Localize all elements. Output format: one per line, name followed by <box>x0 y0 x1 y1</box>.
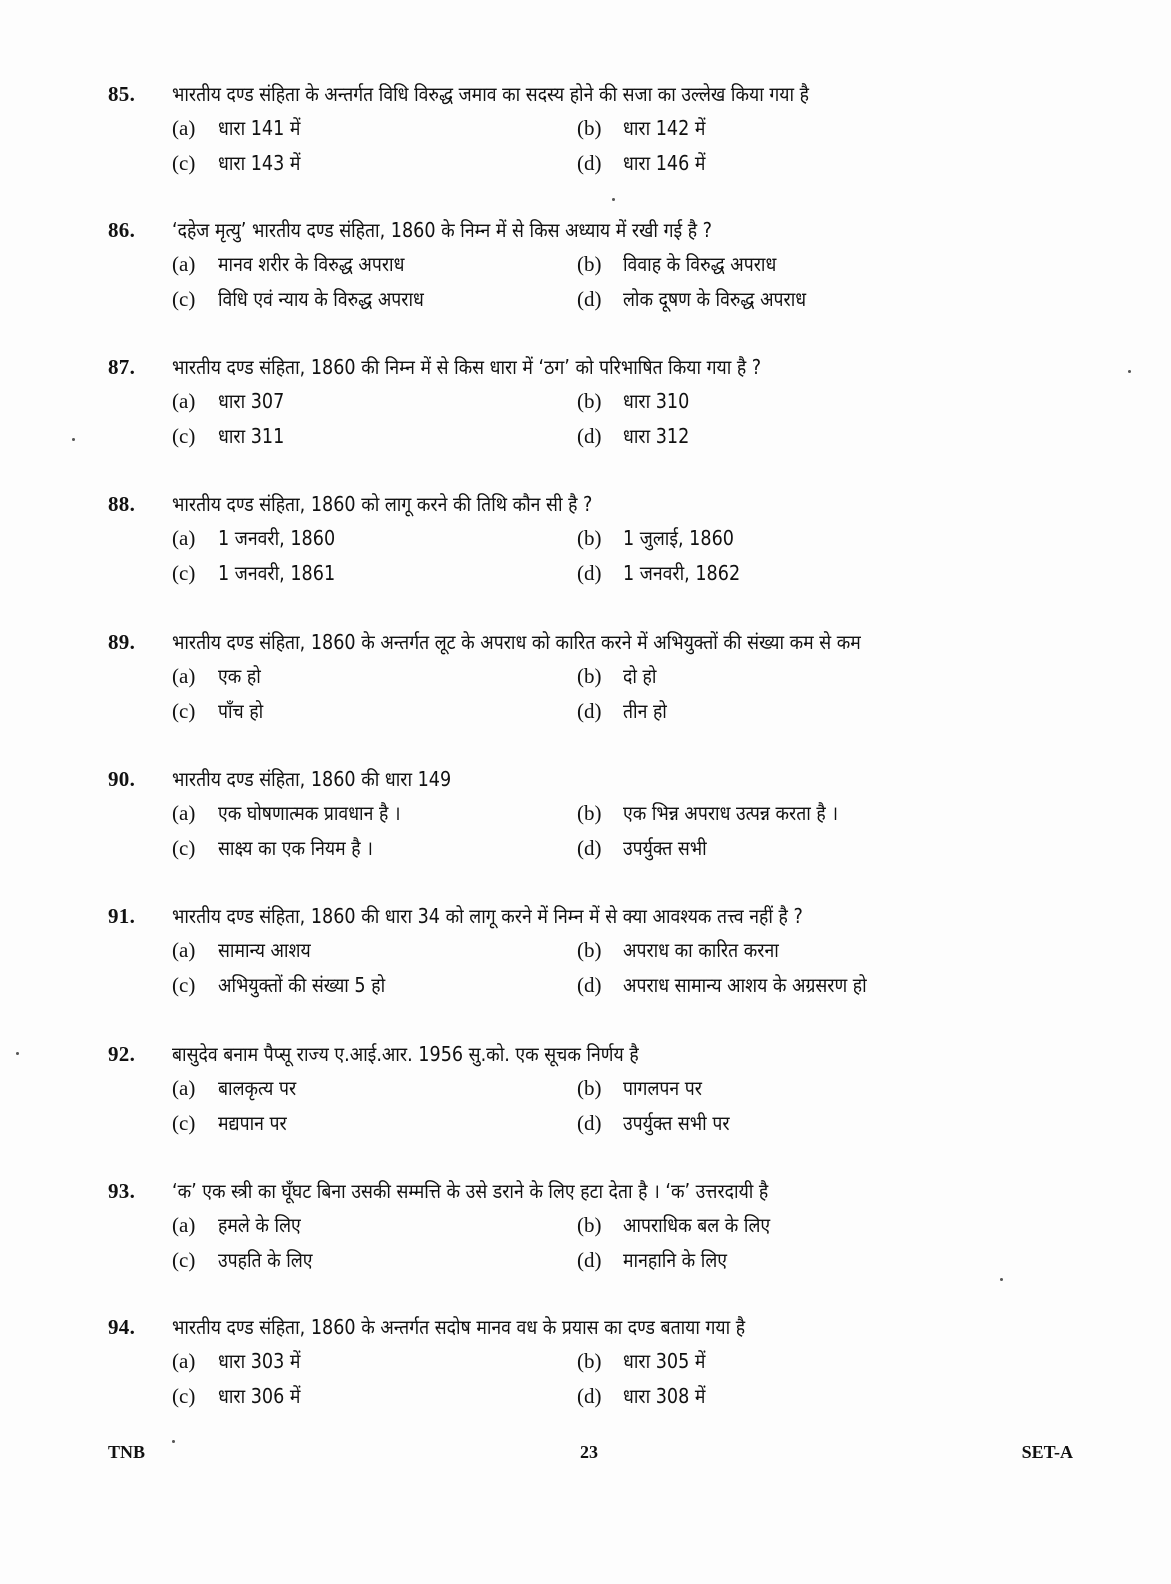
option-a <box>172 1347 577 1374</box>
option-text: 1 जनवरी, 1860 <box>218 526 336 550</box>
option-label: (c) <box>172 1384 196 1408</box>
option-d <box>577 559 982 586</box>
scan-speck <box>172 1440 175 1443</box>
option-a <box>172 1074 577 1101</box>
option-a <box>172 524 577 551</box>
option-label: (d) <box>577 287 602 311</box>
option-d <box>577 834 982 861</box>
question-number: 88. <box>108 492 136 516</box>
option-b <box>577 936 982 963</box>
option-d <box>577 422 982 449</box>
option-text: धारा 303 में <box>218 1349 301 1373</box>
option-a <box>172 387 577 414</box>
option-label: (b) <box>577 1076 602 1100</box>
question-number: 94. <box>108 1315 136 1339</box>
option-b <box>577 1074 982 1101</box>
option-text: दो हो <box>623 664 657 688</box>
option-text: धारा 308 में <box>623 1384 706 1408</box>
set-label: SET-A <box>1021 1442 1073 1462</box>
option-text: हमले के लिए <box>218 1213 301 1237</box>
option-text: उपहति के लिए <box>218 1248 313 1272</box>
option-label: (b) <box>577 801 602 825</box>
option-c <box>172 971 577 998</box>
option-text: एक घोषणात्मक प्रावधान है । <box>218 801 401 825</box>
option-c <box>172 149 577 176</box>
option-a <box>172 799 577 826</box>
option-label: (c) <box>172 836 196 860</box>
option-text: बालकृत्य पर <box>218 1076 297 1100</box>
option-text: विवाह के विरुद्ध अपराध <box>623 252 777 276</box>
option-text: विधि एवं न्याय के विरुद्ध अपराध <box>218 287 424 311</box>
question-text: भारतीय दण्ड संहिता, 1860 की धारा 34 को लागू करने में निम्न में से क्या आवश्यक तत्त्व नहीं है ? <box>172 904 803 928</box>
option-text: धारा 312 <box>623 424 690 448</box>
question-number: 92. <box>108 1042 136 1066</box>
question-text: ‘दहेज मृत्यु’ भारतीय दण्ड संहिता, 1860 के निम्न में से किस अध्याय में रखी गई है ? <box>172 218 713 242</box>
option-text: धारा 143 में <box>218 151 301 175</box>
question-number: 87. <box>108 355 136 379</box>
question-text: भारतीय दण्ड संहिता, 1860 की धारा 149 <box>172 767 452 791</box>
option-text: मद्यपान पर <box>218 1111 287 1135</box>
option-label: (c) <box>172 699 196 723</box>
option-b <box>577 250 982 277</box>
option-text: 1 जनवरी, 1862 <box>623 561 741 585</box>
option-c <box>172 1109 577 1136</box>
question-text: भारतीय दण्ड संहिता, 1860 के अन्तर्गत सदोष मानव वध के प्रयास का दण्ड बताया गया है <box>172 1315 746 1339</box>
question-text: ‘क’ एक स्त्री का घूँघट बिना उसकी सम्मत्ति के उसे डराने के लिए हटा देता है । ‘क’ उत्तरदायी है <box>172 1179 769 1203</box>
question-91 <box>108 902 1068 1006</box>
option-c <box>172 1382 577 1409</box>
option-text: अभियुक्तों की संख्या 5 हो <box>218 973 386 997</box>
option-label: (d) <box>577 699 602 723</box>
option-text: धारा 305 में <box>623 1349 706 1373</box>
option-text: साक्ष्य का एक नियम है । <box>218 836 373 860</box>
option-label: (b) <box>577 938 602 962</box>
option-label: (c) <box>172 1111 196 1135</box>
option-text: एक भिन्न अपराध उत्पन्न करता है । <box>623 801 839 825</box>
question-text: भारतीय दण्ड संहिता, 1860 की निम्न में से किस धारा में ‘ठग’ को परिभाषित किया गया है ? <box>172 355 762 379</box>
option-label: (c) <box>172 561 196 585</box>
option-label: (b) <box>577 389 602 413</box>
option-b <box>577 799 982 826</box>
option-label: (a) <box>172 1076 196 1100</box>
option-label: (d) <box>577 1111 602 1135</box>
option-label: (c) <box>172 973 196 997</box>
question-92 <box>108 1040 1068 1144</box>
question-85 <box>108 80 1068 184</box>
option-label: (b) <box>577 1349 602 1373</box>
scan-speck <box>612 198 615 201</box>
option-text: 1 जनवरी, 1861 <box>218 561 336 585</box>
question-number: 90. <box>108 767 136 791</box>
option-text: धारा 310 <box>623 389 690 413</box>
option-label: (d) <box>577 836 602 860</box>
option-d <box>577 697 982 724</box>
option-text: पागलपन पर <box>623 1076 702 1100</box>
option-b <box>577 114 982 141</box>
question-number: 91. <box>108 904 136 928</box>
option-label: (a) <box>172 1213 196 1237</box>
option-text: आपराधिक बल के लिए <box>623 1213 771 1237</box>
option-text: धारा 142 में <box>623 116 706 140</box>
option-d <box>577 1246 982 1273</box>
question-90 <box>108 765 1068 869</box>
option-label: (d) <box>577 1248 602 1272</box>
option-text: उपर्युक्त सभी पर <box>623 1111 730 1135</box>
page-footer <box>108 1442 1073 1472</box>
option-a <box>172 250 577 277</box>
option-d <box>577 149 982 176</box>
option-text: एक हो <box>218 664 261 688</box>
footer-code: TNB <box>108 1442 146 1462</box>
option-text: सामान्य आशय <box>218 938 311 962</box>
question-text: भारतीय दण्ड संहिता, 1860 के अन्तर्गत लूट के अपराध को कारित करने में अभियुक्तों की संख्या कम से कम <box>172 630 861 654</box>
option-d <box>577 1109 982 1136</box>
page-number: 23 <box>580 1442 598 1462</box>
option-b <box>577 1347 982 1374</box>
option-label: (d) <box>577 973 602 997</box>
option-text: मानहानि के लिए <box>623 1248 728 1272</box>
option-label: (a) <box>172 526 196 550</box>
option-c <box>172 834 577 861</box>
question-number: 86. <box>108 218 136 242</box>
option-label: (c) <box>172 1248 196 1272</box>
question-88 <box>108 490 1068 594</box>
option-c <box>172 1246 577 1273</box>
option-label: (c) <box>172 424 196 448</box>
option-text: 1 जुलाई, 1860 <box>623 526 734 550</box>
option-text: मानव शरीर के विरुद्ध अपराध <box>218 252 405 276</box>
option-d <box>577 285 982 312</box>
option-text: अपराध का कारित करना <box>623 938 779 962</box>
option-text: धारा 141 में <box>218 116 301 140</box>
question-number: 93. <box>108 1179 136 1203</box>
option-text: लोक दूषण के विरुद्ध अपराध <box>623 287 807 311</box>
option-b <box>577 662 982 689</box>
question-text: भारतीय दण्ड संहिता, 1860 को लागू करने की तिथि कौन सी है ? <box>172 492 593 516</box>
option-label: (c) <box>172 151 196 175</box>
option-a <box>172 1211 577 1238</box>
option-text: धारा 306 में <box>218 1384 301 1408</box>
option-c <box>172 285 577 312</box>
option-label: (a) <box>172 116 196 140</box>
option-label: (c) <box>172 287 196 311</box>
option-label: (a) <box>172 1349 196 1373</box>
scan-speck <box>16 1052 19 1055</box>
question-89 <box>108 628 1068 732</box>
option-b <box>577 387 982 414</box>
option-c <box>172 559 577 586</box>
option-label: (a) <box>172 664 196 688</box>
option-label: (a) <box>172 252 196 276</box>
option-text: तीन हो <box>623 699 667 723</box>
question-number: 85. <box>108 82 136 106</box>
option-b <box>577 524 982 551</box>
option-label: (d) <box>577 424 602 448</box>
option-label: (b) <box>577 116 602 140</box>
question-86 <box>108 216 1068 320</box>
option-d <box>577 1382 982 1409</box>
option-text: धारा 307 <box>218 389 285 413</box>
question-93 <box>108 1177 1068 1281</box>
scan-speck <box>1128 370 1131 373</box>
question-94 <box>108 1313 1068 1417</box>
question-text: बासुदेव बनाम पैप्सू राज्य ए.आई.आर. 1956 सु.को. एक सूचक निर्णय है <box>172 1042 639 1066</box>
option-label: (a) <box>172 801 196 825</box>
option-label: (b) <box>577 664 602 688</box>
option-a <box>172 936 577 963</box>
option-b <box>577 1211 982 1238</box>
option-label: (d) <box>577 561 602 585</box>
option-label: (d) <box>577 1384 602 1408</box>
option-label: (b) <box>577 252 602 276</box>
option-d <box>577 971 982 998</box>
option-text: पाँच हो <box>218 699 264 723</box>
scan-speck <box>1000 1278 1003 1281</box>
scan-speck <box>72 438 75 441</box>
option-label: (b) <box>577 1213 602 1237</box>
option-c <box>172 422 577 449</box>
option-text: धारा 311 <box>218 424 285 448</box>
question-number: 89. <box>108 630 136 654</box>
option-text: धारा 146 में <box>623 151 706 175</box>
option-a <box>172 662 577 689</box>
question-text: भारतीय दण्ड संहिता के अन्तर्गत विधि विरुद्ध जमाव का सदस्य होने की सजा का उल्लेख किया गया है <box>172 82 809 106</box>
option-c <box>172 697 577 724</box>
option-text: उपर्युक्त सभी <box>623 836 707 860</box>
option-a <box>172 114 577 141</box>
option-label: (a) <box>172 389 196 413</box>
option-label: (d) <box>577 151 602 175</box>
option-text: अपराध सामान्य आशय के अग्रसरण हो <box>623 973 867 997</box>
option-label: (b) <box>577 526 602 550</box>
question-87 <box>108 353 1068 457</box>
option-label: (a) <box>172 938 196 962</box>
